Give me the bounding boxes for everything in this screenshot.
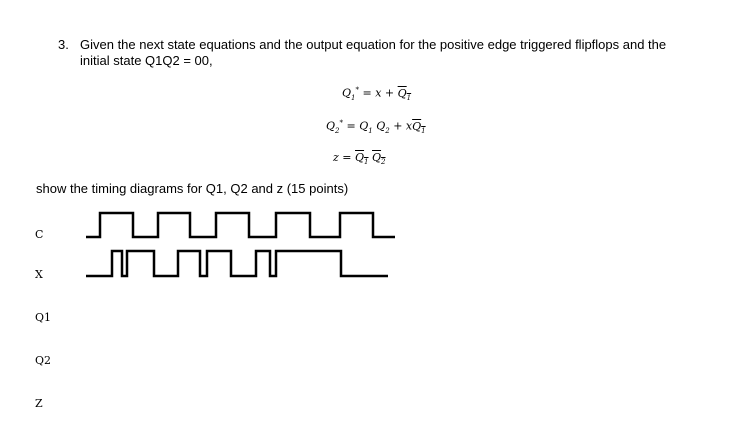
eq2-lhs-sub: 2: [335, 126, 340, 135]
signal-label-z: Z: [35, 397, 43, 410]
eq2-q2-sub: 2: [385, 126, 390, 135]
eq2-q1-sub: 1: [368, 126, 373, 135]
eq2-q1-bar-sub: 1: [421, 126, 426, 135]
eq3-lhs: z =: [333, 151, 356, 164]
eq2-q1: = Q: [346, 119, 369, 133]
eq1-lhs-sup: *: [355, 86, 359, 94]
eq1-lhs: Q: [342, 86, 352, 100]
x-waveform: [86, 251, 388, 276]
eq1-q1-bar-base: Q: [397, 86, 407, 100]
eq3-q1-bar-sub: 1: [364, 158, 369, 167]
question-text-line-1: Given the next state equations and the output equation for the positive edge triggered flipflops and the: [80, 37, 667, 52]
signal-label-q1: Q1: [35, 311, 52, 324]
signal-label-q2: Q2: [35, 354, 52, 367]
question-number: 3.: [58, 37, 69, 52]
signal-label-c: C: [35, 228, 44, 241]
signal-label-x: X: [35, 268, 43, 281]
eq3-q1-bar-base: Q: [355, 151, 365, 164]
eq3-q2-bar-sub: 2: [381, 158, 386, 167]
eq1-lhs-sub: 1: [351, 93, 356, 102]
eq2-q1-bar-base: Q: [412, 119, 422, 133]
eq2-lhs: Q: [326, 119, 336, 133]
eq1-q1-bar-sub: 1: [406, 93, 412, 102]
eq2-plus-x: + x: [393, 119, 413, 133]
eq3-q2-bar-base: Q: [372, 151, 382, 164]
eq2-lhs-sup: *: [339, 119, 343, 127]
question-text-line-2: initial state Q1Q2 = 00,: [80, 53, 213, 68]
clock-waveform: [86, 213, 395, 237]
eq2-q2: Q: [376, 119, 386, 133]
instruction-text: show the timing diagrams for Q1, Q2 and z (15 points): [36, 181, 349, 196]
eq1-rhs: = x +: [362, 86, 398, 100]
